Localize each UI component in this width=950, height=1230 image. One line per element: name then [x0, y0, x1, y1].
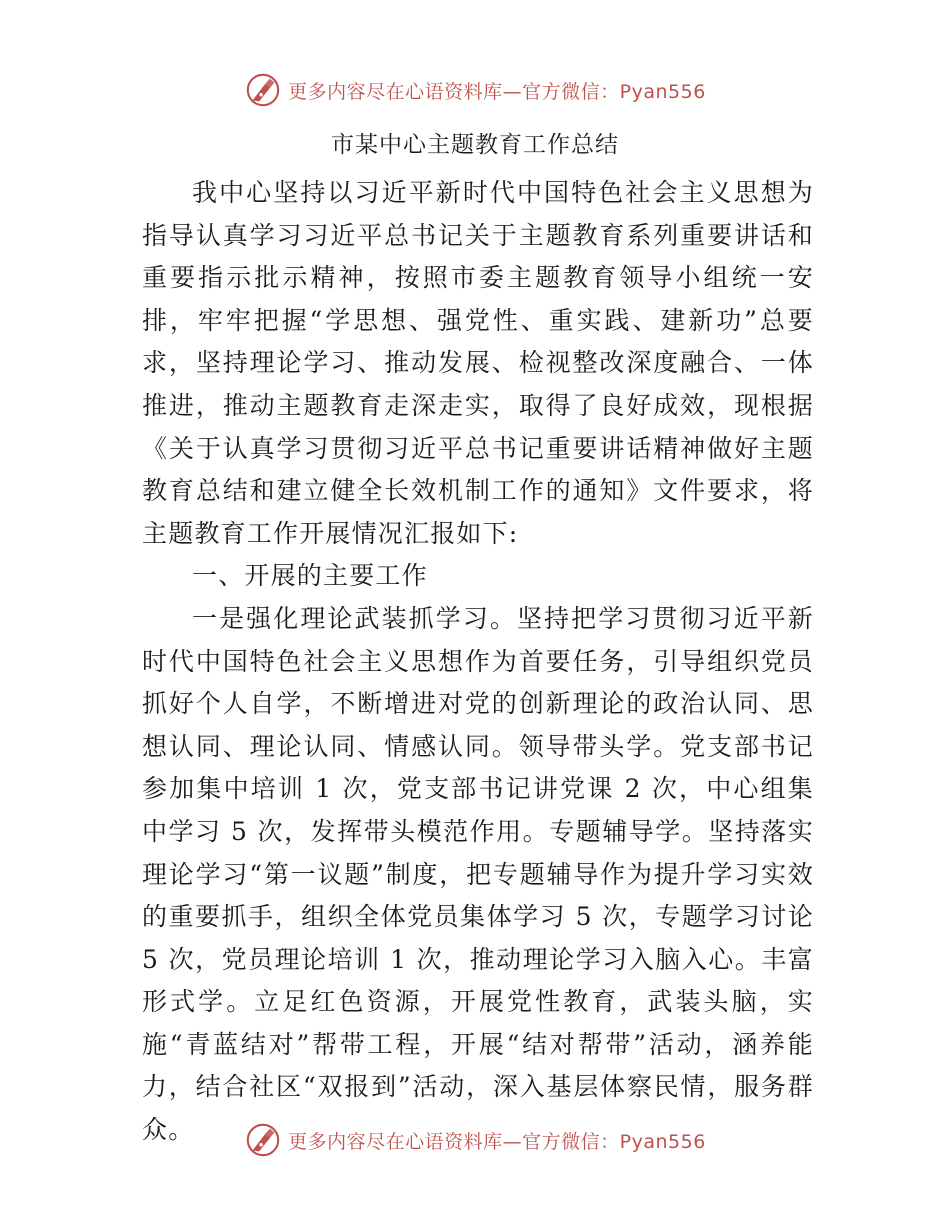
- document-title: 市某中心主题教育工作总结: [331, 132, 619, 158]
- watermark-text: 更多内容尽在心语资料库—官方微信：Pyan556: [288, 1130, 706, 1153]
- section-heading: 一、开展的主要工作: [192, 561, 428, 591]
- watermark-text: 更多内容尽在心语资料库—官方微信：Pyan556: [288, 80, 706, 103]
- document-body: [142, 172, 814, 1152]
- footer-watermark: [0, 1118, 950, 1162]
- intro-paragraph: 我中心坚持以习近平新时代中国特色社会主义思想为指导认真学习习近平总书记关于主题教育系列重要讲话和重要指示批示精神，按照市委主题教育领导小组统一安排，牢牢把握“学思想、强党性、重实践、建新功”总要求，坚持理论学习、推动发展、检视整改深度融合、一体推进，推动主题教育走深走实，取得了良好成效，现根据《关于认真学习贯彻习近平总书记重要讲话精神做好主题教育总结和建立健全长效机制工作的通知》文件要求，将主题教育工作开展情况汇报如下:: [142, 178, 814, 548]
- body-paragraph: 一是强化理论武装抓学习。坚持把学习贯彻习近平新时代中国特色社会主义思想作为首要任务，引导组织党员抓好个人自学，不断增进对党的创新理论的政治认同、思想认同、理论认同、情感认同。领导带头学。党支部书记参加集中培训 1 次，党支部书记讲党课 2 次，中心组集中学习 5 次，发挥带头模范作用。专题辅导学。坚持落实理论学习“第一议题”制度，把专题辅导作为提升学习实效的重要抓手，组织全体党员集体学习 5 次，专题学习讨论 5 次，党员理论培训 1 次，推动理论学习入脑入心。丰富形式学。立足红色资源，开展党性教育，武装头脑，实施“青蓝结对”帮带工程，开展“结对帮带”活动，涵养能力，结合社区“双报到”活动，深入基层体察民情，服务群众。: [142, 603, 814, 1145]
- header-watermark: [0, 68, 950, 112]
- pen-nib-icon: [244, 1121, 282, 1159]
- pen-nib-icon: [244, 71, 282, 109]
